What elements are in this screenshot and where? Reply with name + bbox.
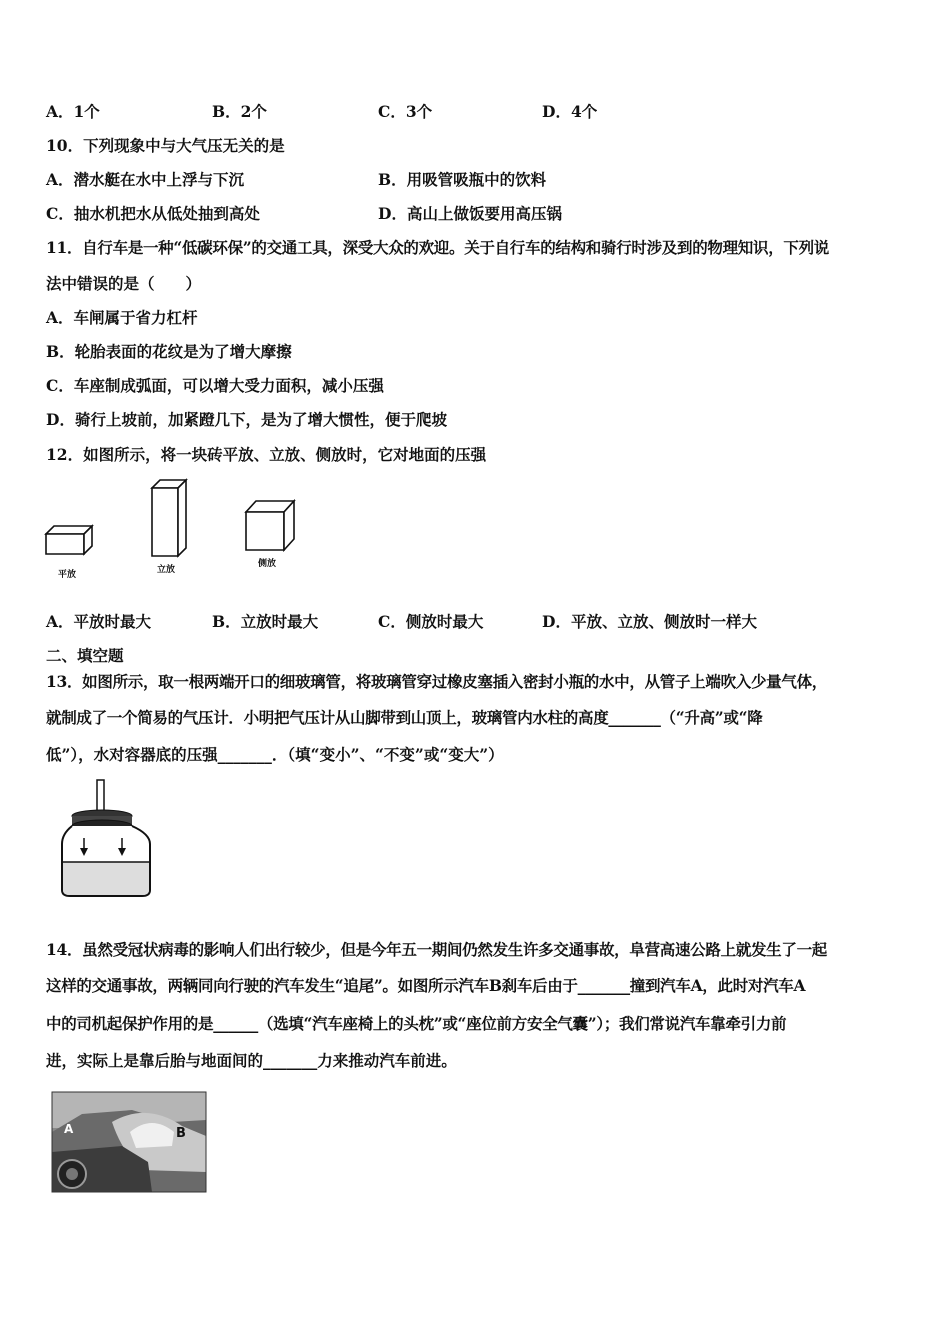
q13-line3: 低”），水对容器底的压强_______．（填“变小”、“不变”或“变大”） bbox=[46, 745, 504, 764]
brick-flat-figure bbox=[44, 520, 96, 562]
q14-line3: 中的司机起保护作用的是______（选填“汽车座椅上的头枕”或“座位前方安全气囊”）；我们常说汽车靠牵引力前 bbox=[46, 1014, 787, 1033]
q14-line4: 进，实际上是靠后胎与地面间的_______力来推动汽车前进。 bbox=[46, 1051, 457, 1070]
q13-line1: 13．如图所示，取一根两端开口的细玻璃管，将玻璃管穿过橡皮塞插入密封小瓶的水中，从管子上端吹入少量气体， bbox=[46, 672, 827, 691]
q11-option-a: A．车闸属于省力杠杆 bbox=[46, 308, 198, 327]
q11-option-c: C．车座制成弧面，可以增大受力面积，减小压强 bbox=[46, 376, 384, 395]
q12-option-c: C．侧放时最大 bbox=[378, 612, 484, 631]
q11-stem-line1: 11．自行车是一种“低碳环保”的交通工具，深受大众的欢迎。关于自行车的结构和骑行时涉及到的物理知识，下列说 bbox=[46, 238, 830, 257]
brick-upright-figure bbox=[150, 478, 190, 560]
q12-option-d: D．平放、立放、侧放时一样大 bbox=[542, 612, 757, 631]
q11-stem-line2: 法中错误的是（ ） bbox=[46, 274, 202, 293]
section-title: 二、填空题 bbox=[46, 646, 124, 665]
q11-option-d: D．骑行上坡前，加紧蹬几下，是为了增大惯性，便于爬坡 bbox=[46, 410, 447, 429]
q14-line1: 14．虽然受冠状病毒的影响人们出行较少，但是今年五一期间仍然发生许多交通事故，阜营高速公路上就发生了一起 bbox=[46, 940, 827, 959]
brick-side-caption: 侧放 bbox=[258, 559, 277, 569]
brick-upright-caption: 立放 bbox=[157, 565, 176, 575]
q13-line2: 就制成了一个简易的气压计．小明把气压计从山脚带到山顶上，玻璃管内水柱的高度_______（“升高”或“降 bbox=[46, 708, 763, 727]
q12-stem: 12．如图所示，将一块砖平放、立放、侧放时，它对地面的压强 bbox=[46, 445, 487, 464]
q10-option-c: C．抽水机把水从低处抽到高处 bbox=[46, 204, 260, 223]
q12-option-a: A．平放时最大 bbox=[46, 612, 152, 631]
photo-label-a: A bbox=[64, 1122, 74, 1136]
q11-option-b: B．轮胎表面的花纹是为了增大摩擦 bbox=[46, 342, 292, 361]
q9-option-a: A．1个 bbox=[46, 102, 100, 121]
q9-option-b: B．2个 bbox=[212, 102, 267, 121]
q12-option-b: B．立放时最大 bbox=[212, 612, 319, 631]
brick-flat-caption: 平放 bbox=[58, 570, 77, 580]
barometer-figure bbox=[58, 778, 158, 900]
q9-option-c: C．3个 bbox=[378, 102, 433, 121]
q10-stem: 10．下列现象中与大气压无关的是 bbox=[46, 136, 285, 155]
car-crash-photo bbox=[52, 1092, 206, 1192]
q10-option-b: B．用吸管吸瓶中的饮料 bbox=[378, 170, 547, 189]
q10-option-d: D．高山上做饭要用高压锅 bbox=[378, 204, 562, 223]
q9-option-d: D．4个 bbox=[542, 102, 598, 121]
photo-label-b: B bbox=[176, 1126, 186, 1141]
q14-line2: 这样的交通事故，两辆同向行驶的汽车发生“追尾”。如图所示汽车B刹车后由于_______撞到汽车A，此时对汽车A bbox=[46, 976, 806, 995]
q10-option-a: A．潜水艇在水中上浮与下沉 bbox=[46, 170, 245, 189]
brick-side-figure bbox=[244, 498, 298, 554]
